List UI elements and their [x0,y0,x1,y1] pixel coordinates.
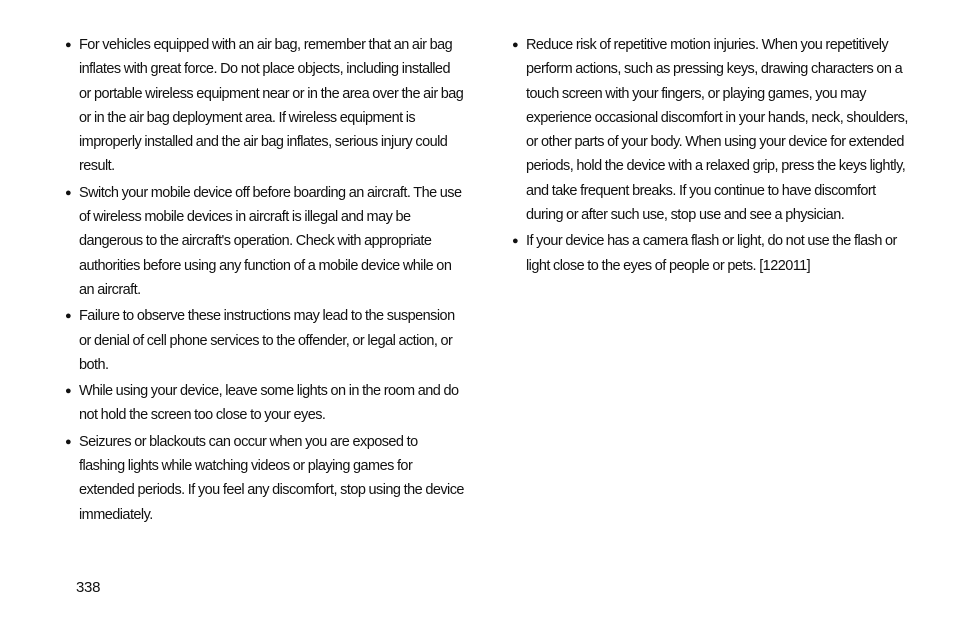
bullet-item-seizures [62,430,464,527]
bullet-text: For vehicles equipped with an air bag, remember that an air bag inflates with great force. Do not place objects, including installed or portable wireless equipment near or in the area over the air bag or in the air bag deployment area. If wireless equipment is improperly installed and the air bag inflates, serious injury could result. [79,37,464,175]
bullet-text: Reduce risk of repetitive motion injuries. When you repetitively perform actions, such as pressing keys, drawing characters on a touch screen with your fingers, or playing games, you may experience occasional discomfort in your hands, neck, shoulders, or other parts of your body. When using your device for extended periods, hold the device with a relaxed grip, press the keys lightly, and take frequent breaks. If you continue to have discomfort during or after such use, stop use and see a physician. [526,37,908,224]
bullet-text: Switch your mobile device off before boarding an aircraft. The use of wireless mobile devices in aircraft is illegal and may be dangerous to the aircraft's operation. Check with appropriate authorities before using any function of a mobile device while on an aircraft. [79,184,462,298]
bullet-text: Failure to observe these instructions may lead to the suspension or denial of cell phone services to the offender, or legal action, or both. [79,308,455,373]
bullet-item-lights [62,379,464,428]
bullet-item-camera-flash [509,229,911,278]
page-number: 338 [76,579,101,596]
bullet-icon: ● [65,39,72,51]
bullet-text: While using your device, leave some lights on in the room and do not hold the screen too close to your eyes. [79,383,459,424]
bullet-item-repetitive-motion [509,33,911,227]
bullet-text: Seizures or blackouts can occur when you are exposed to flashing lights while watching videos or playing games for extended periods. If you feel any discomfort, stop using the device immediately. [79,433,464,523]
bullet-icon: ● [65,186,72,199]
bullet-icon: ● [65,310,72,323]
bullet-item-aircraft [62,181,464,302]
bullet-item-air-bag [62,33,464,179]
bullet-icon: ● [512,235,519,248]
bullet-icon: ● [512,39,519,51]
right-column [509,33,911,280]
bullet-text: If your device has a camera flash or light, do not use the flash or light close to the eyes of people or pets. [122011] [526,233,897,274]
bullet-icon: ● [65,435,72,448]
bullet-item-failure [62,304,464,377]
left-column [62,33,464,529]
bullet-icon: ● [65,385,72,398]
